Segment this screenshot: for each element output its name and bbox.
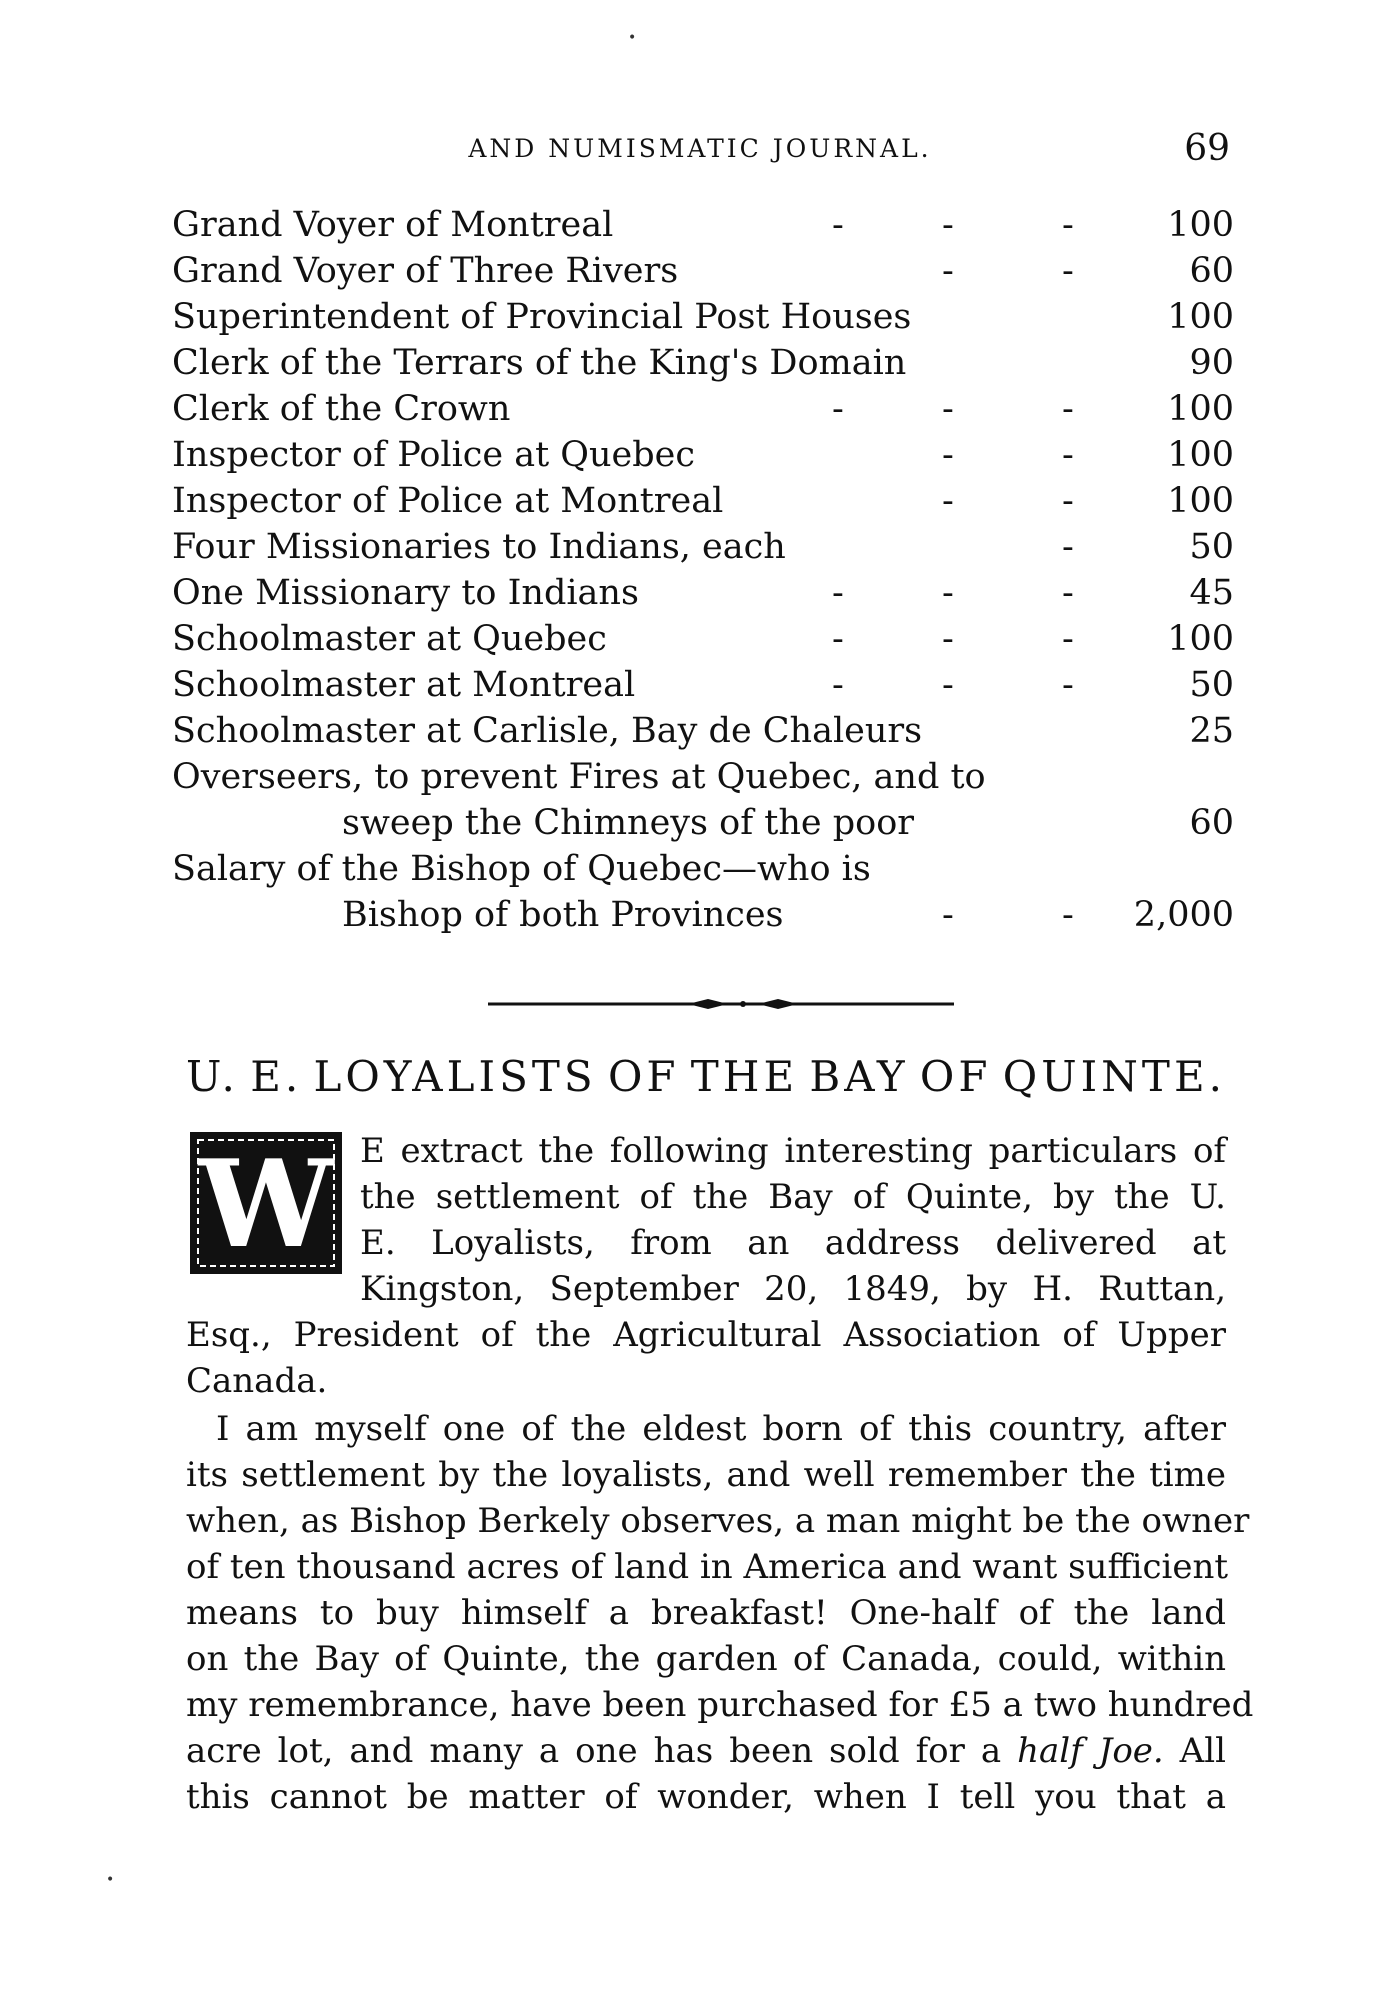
text-line: I am myself one of the eldest born of this country, after [216, 1409, 1226, 1449]
leader-dash: - [1062, 895, 1074, 935]
salary-label: Inspector of Police at Quebec [172, 435, 695, 475]
leader-dash: - [942, 251, 954, 291]
text-line: the settlement of the Bay of Quinte, by the U. [360, 1177, 1226, 1217]
salary-label: Schoolmaster at Montreal [172, 665, 636, 705]
text-line: E extract the following interesting particulars of [360, 1131, 1226, 1171]
text-line: Esq., President of the Agricultural Association of Upper [186, 1315, 1226, 1355]
salary-row [172, 708, 1234, 754]
salary-row [172, 202, 1234, 248]
salary-amount: 60 [1189, 251, 1234, 291]
text-line: Canada. [186, 1361, 328, 1401]
text-line: when, as Bishop Berkely observes, a man might be the owner [186, 1501, 1250, 1541]
title-word: OF [919, 1052, 992, 1101]
salary-amount: 25 [1189, 711, 1234, 751]
leader-dash: - [1062, 205, 1074, 245]
leader-dash: - [1062, 619, 1074, 659]
leader-dash: - [942, 389, 954, 429]
salary-label: Four Missionaries to Indians, each [172, 527, 786, 567]
salary-amount: 100 [1167, 297, 1234, 337]
leader-dash: - [942, 205, 954, 245]
salary-amount: 50 [1189, 527, 1234, 567]
leader-dash: - [1062, 573, 1074, 613]
text-line: its settlement by the loyalists, and well remember the time [186, 1455, 1226, 1495]
leader-dash: - [1062, 481, 1074, 521]
leader-dash: - [1062, 251, 1074, 291]
salary-amount: 60 [1189, 803, 1234, 843]
leader-dash: - [832, 619, 844, 659]
salary-label: Grand Voyer of Montreal [172, 205, 614, 245]
salary-label: Superintendent of Provincial Post Houses [172, 297, 912, 337]
salary-amount: 100 [1167, 205, 1234, 245]
leader-dash: - [832, 389, 844, 429]
margin-dot: • [106, 1872, 115, 1888]
margin-dot: • [628, 30, 637, 46]
title-word: U. [186, 1052, 239, 1101]
salary-amount: 2,000 [1133, 895, 1234, 935]
salary-label: Clerk of the Terrars of the King's Domain [172, 343, 907, 383]
leader-dash: - [942, 573, 954, 613]
salary-row [172, 478, 1234, 524]
salary-row [172, 846, 1234, 892]
intro-lines [360, 1128, 1226, 1312]
salary-row [172, 386, 1234, 432]
salary-row [172, 800, 1234, 846]
salary-amount: 90 [1189, 343, 1234, 383]
salary-row [172, 432, 1234, 478]
leader-dash: - [942, 435, 954, 475]
text-line: acre lot, and many a one has been sold for a half Joe. All [186, 1731, 1226, 1771]
salary-row [172, 662, 1234, 708]
title-word: THE [690, 1052, 799, 1101]
text-line: my remembrance, have been purchased for £5 a two hundred [186, 1685, 1254, 1725]
title-word: OF [607, 1052, 680, 1101]
title-word: E. [250, 1052, 303, 1101]
salary-label: Salary of the Bishop of Quebec—who is [172, 849, 871, 889]
leader-dash: - [1062, 389, 1074, 429]
text-line: this cannot be matter of wonder, when I tell you that a [186, 1777, 1226, 1817]
salary-row [172, 570, 1234, 616]
title-word: LOYALISTS [313, 1052, 597, 1101]
leader-dash: - [1062, 665, 1074, 705]
text-line: E. Loyalists, from an address delivered at [360, 1223, 1226, 1263]
running-head: AND NUMISMATIC JOURNAL. [468, 134, 932, 163]
leader-dash: - [942, 619, 954, 659]
salary-label: Bishop of both Provinces [342, 895, 784, 935]
salary-amount: 100 [1167, 619, 1234, 659]
salary-row [172, 892, 1234, 938]
leader-dash: - [832, 573, 844, 613]
intro-rest [186, 1312, 1226, 1404]
salary-row [172, 340, 1234, 386]
section-title [186, 1052, 1226, 1101]
text-line: on the Bay of Quinte, the garden of Canada, could, within [186, 1639, 1226, 1679]
leader-dash: - [942, 895, 954, 935]
salary-amount: 45 [1189, 573, 1234, 613]
leader-dash: - [1062, 435, 1074, 475]
title-word: QUINTE. [1002, 1052, 1226, 1101]
paragraph [186, 1406, 1254, 1820]
text-line: Kingston, September 20, 1849, by H. Ruttan, [360, 1269, 1226, 1309]
salary-amount: 50 [1189, 665, 1234, 705]
page-number: 69 [1184, 128, 1230, 169]
leader-dash: - [832, 665, 844, 705]
leader-dash: - [1062, 527, 1074, 567]
salary-row [172, 616, 1234, 662]
salary-row [172, 754, 1234, 800]
salary-row [172, 524, 1234, 570]
salary-amount: 100 [1167, 481, 1234, 521]
salary-label: Clerk of the Crown [172, 389, 511, 429]
salary-row [172, 294, 1234, 340]
salary-label: One Missionary to Indians [172, 573, 639, 613]
leader-dash: - [832, 205, 844, 245]
salary-label: Schoolmaster at Quebec [172, 619, 607, 659]
text-line: of ten thousand acres of land in America and want sufficient [186, 1547, 1229, 1587]
salary-amount: 100 [1167, 389, 1234, 429]
salary-table [172, 202, 1234, 938]
leader-dash: - [942, 481, 954, 521]
title-word: BAY [809, 1052, 909, 1101]
page-header [170, 128, 1230, 172]
salary-amount: 100 [1167, 435, 1234, 475]
ornamental-rule [488, 992, 954, 1016]
salary-label: sweep the Chimneys of the poor [342, 803, 915, 843]
salary-label: Inspector of Police at Montreal [172, 481, 724, 521]
salary-label: Schoolmaster at Carlisle, Bay de Chaleurs [172, 711, 923, 751]
leader-dash: - [942, 665, 954, 705]
salary-label: Overseers, to prevent Fires at Quebec, and to [172, 757, 986, 797]
text-line: means to buy himself a breakfast! One-half of the land [186, 1593, 1226, 1633]
drop-cap-w [186, 1128, 346, 1278]
salary-label: Grand Voyer of Three Rivers [172, 251, 679, 291]
drop-cap-letter: W [198, 1134, 334, 1275]
salary-row [172, 248, 1234, 294]
